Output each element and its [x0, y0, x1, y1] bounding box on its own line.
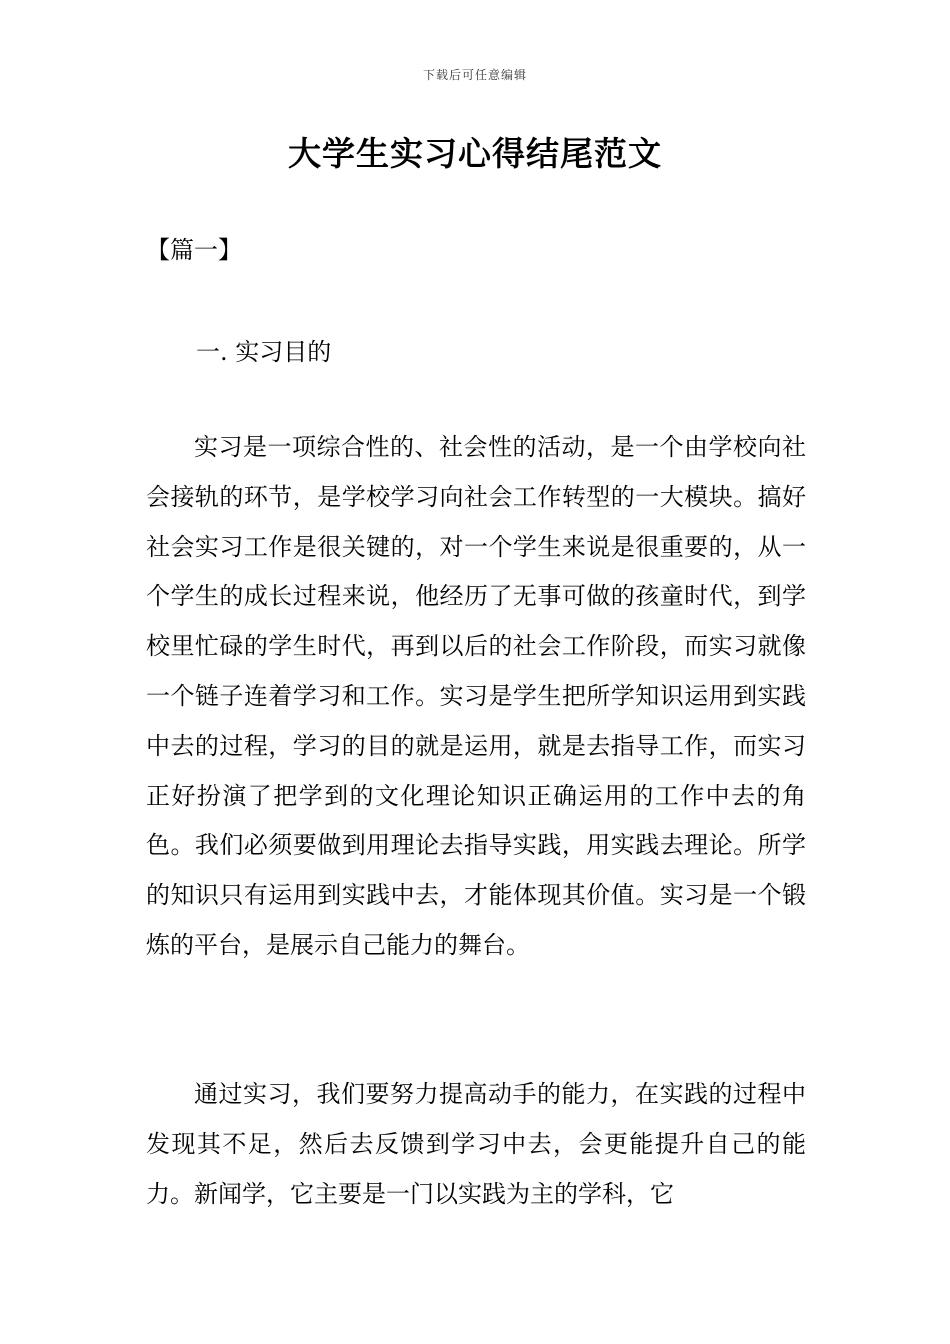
body-paragraph-1: 实习是一项综合性的、社会性的活动，是一个由学校向社会接轨的环节，是学校学习向社会工作转型的一大模块。搞好社会实习工作是很关键的，对一个学生来说是很重要的，从一个学生的成长过程来说，他经历了无事可做的孩童时代，到学校里忙碌的学生时代，再到以后的社会工作阶段，而实习就像一个链子连着学习和工作。实习是学生把所学知识运用到实践中去的过程，学习的目的就是运用，就是去指导工作，而实习正好扮演了把学到的文化理论知识正确运用的工作中去的角色。我们必须要做到用理论去指导实践，用实践去理论。所学的知识只有运用到实践中去，才能体现其价值。实习是一个锻炼的平台，是展示自己能力的舞台。 [146, 433, 806, 959]
section-subheading: 一. 实习目的 [196, 338, 332, 366]
body-paragraph-2: 通过实习，我们要努力提高动手的能力，在实践的过程中发现其不足，然后去反馈到学习中去，会更能提升自己的能力。新闻学，它主要是一门以实践为主的学科，它 [146, 1080, 806, 1208]
header-note: 下载后可任意编辑 [422, 68, 527, 82]
document-title: 大学生实习心得结尾范文 [288, 134, 662, 173]
section-label: 【篇一】 [146, 236, 242, 264]
